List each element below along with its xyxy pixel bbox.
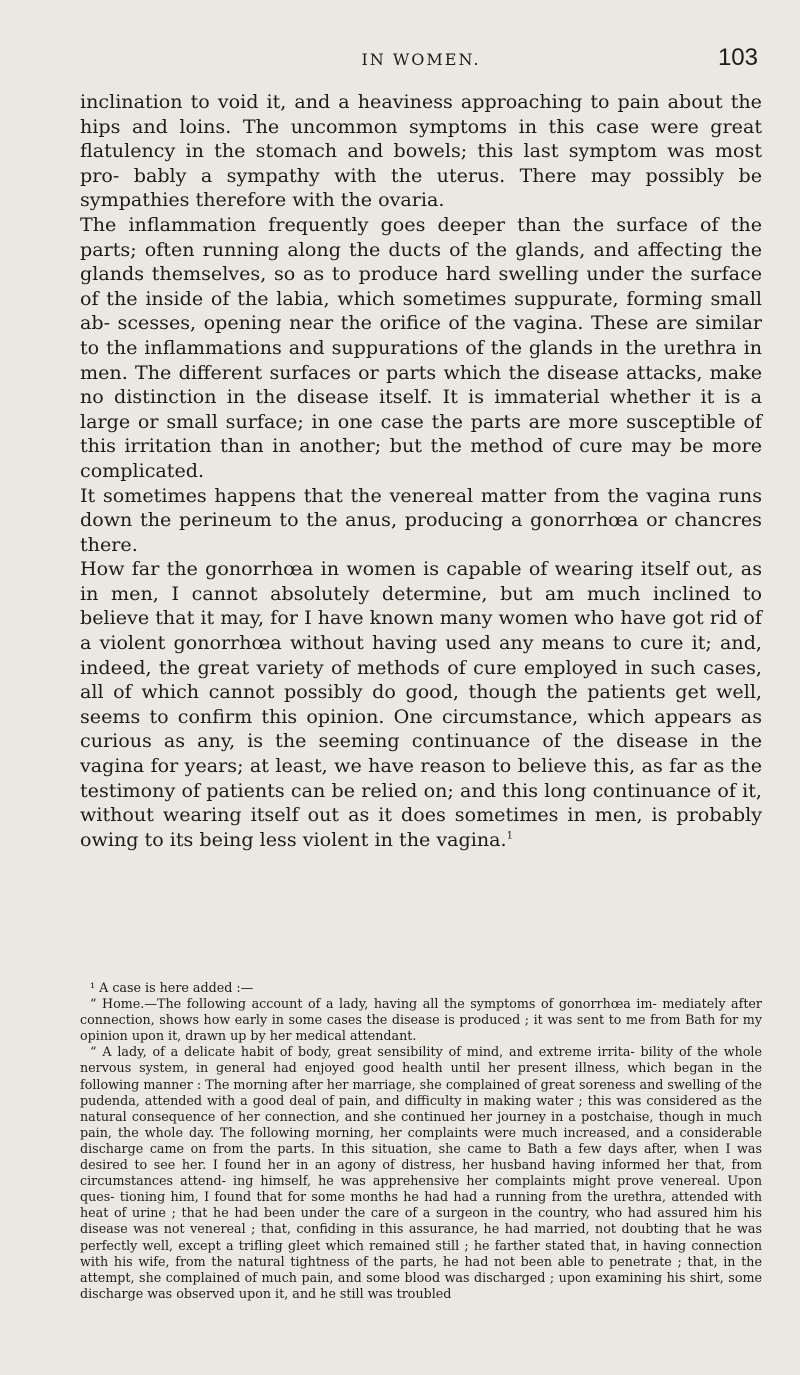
paragraph: It sometimes happens that the venereal matter from the vagina runs down the perineum to the anus, producing a gonorrhœa or chancres there. <box>80 483 762 556</box>
page-header <box>80 44 762 78</box>
paragraph-text: How far the gonorrhœa in women is capable of wearing itself out, as in men, I cannot absolutely determine, but am much inclined to believe that it may, for I have known many women who have got rid of a violent gonorrhœa without having used any means to cure it; and, indeed, the great variety of methods of cure employed in such cases, all of which cannot possibly do good, though the patients get well, seems to confirm this opinion. One circumstance, which appears as curious as any, is the seeming continuance of the disease in the vagina for years; at least, we have reason to believe this, as far as the testimony of patients can be relied on; and this long continuance of it, without wearing itself out as it does sometimes in men, is probably owing to its being less violent in the vagina. <box>80 557 762 851</box>
footnote-reference: 1 <box>506 830 513 842</box>
paragraph: The inflammation frequently goes deeper than the surface of the parts; often running along the ducts of the glands, and affecting the glands themselves, so as to produce hard swelling under the surface of the inside of the labia, which sometimes suppurate, forming small ab- scesses, opening near the orifice of the vagina. These are similar to the inflammations and suppurations of the glands in the urethra in men. The different surfaces or parts which the disease attacks, make no distinction in the disease itself. It is immaterial whether it is a large or small surface; in one case the parts are more susceptible of this irritation than in another; but the method of cure may be more complicated. <box>80 212 762 482</box>
paragraph: inclination to void it, and a heaviness approaching to pain about the hips and loins. The uncommon symptoms in this case were great flatulency in the stomach and bowels; this last symptom was most pro- bably a sympathy with the uterus. There may possibly be sympathies therefore with the ovaria. <box>80 90 762 212</box>
footnote-paragraph: “ Home.—The following account of a lady, having all the symptoms of gonorrhœa im- mediately after connection, shows how early in some cases the disease is produced ; it was sent to me from Bath for my opinion upon it, drawn up by her medical attendant. <box>80 996 762 1044</box>
paragraph <box>80 557 762 852</box>
footnotes <box>80 980 762 1302</box>
page-number: 103 <box>717 44 758 71</box>
footnote-intro: ¹ A case is here added :— <box>90 980 254 995</box>
footnote-paragraph: “ A lady, of a delicate habit of body, great sensibility of mind, and extreme irrita- bility of the whole nervous system, in general had enjoyed good health until her present illness, which began in the following manner : The morning after her marriage, she complained of great soreness and swelling of the pudenda, attended with a good deal of pain, and difficulty in making water ; this was considered as the natural consequence of her connection, and she continued her journey in a postchaise, though in much pain, the whole day. The following morning, her complaints were much increased, and a considerable discharge came on from the parts. In this situation, she came to Bath a few days after, when I was desired to see her. I found her in an agony of distress, her husband having informed her that, from circumstances attend- ing himself, he was apprehensive her complaints might prove venereal. Upon ques- tioning him, I found that for some months he had had a running from the urethra, attended with heat of urine ; that he had been under the care of a surgeon in the country, who had assured him his disease was not venereal ; that, confiding in this assurance, he had married, not doubting that he was perfectly well, except a trifling gleet which remained still ; he farther stated that, in having connection with his wife, from the natural tightness of the parts, he had not been able to penetrate ; that, in the attempt, she complained of much pain, and some blood was discharged ; upon examining his shirt, some discharge was observed upon it, and he still was troubled <box>80 1044 762 1301</box>
running-head: IN WOMEN. <box>361 50 481 69</box>
main-text <box>80 90 762 852</box>
